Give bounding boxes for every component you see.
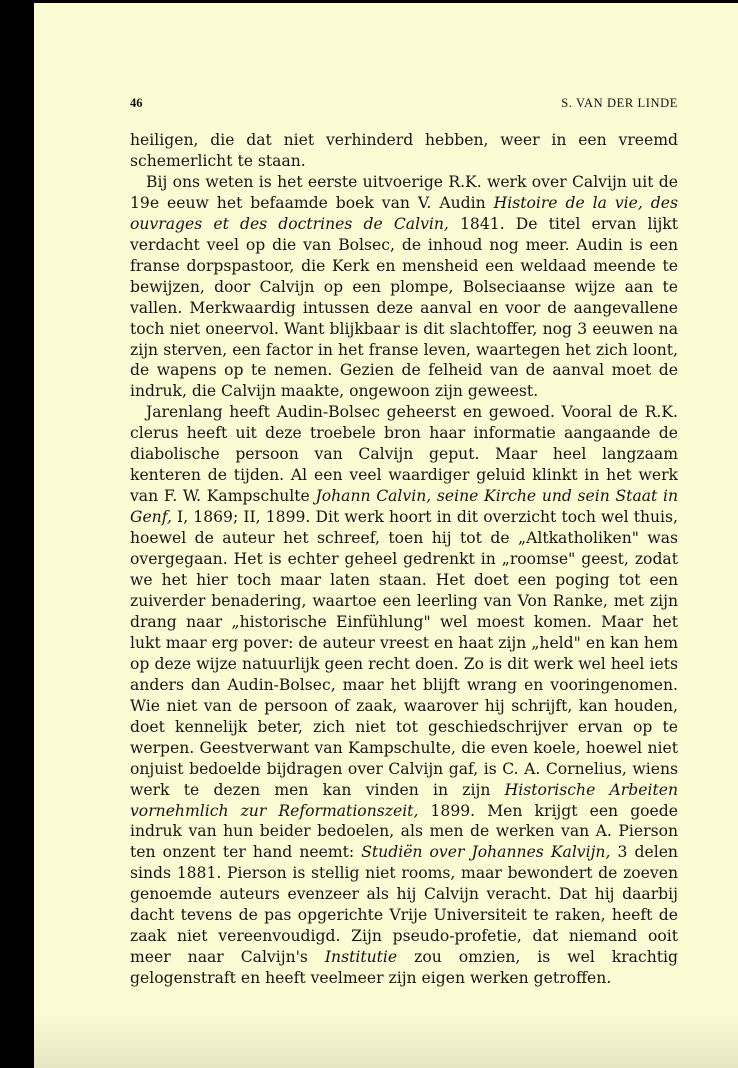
paragraph [130,172,678,402]
page-number: 46 [130,96,143,110]
book-page [34,0,738,1068]
paragraph [130,402,678,989]
text-run: 1899. Men krijgt een goede indruk van hun beider bedoelen, als men de werken van A. Pierson ten onzent ter hand neemt: [130,801,679,862]
text-run: Jarenlang heeft Audin-Bolsec geheerst en gewoed. Vooral de R.K. clerus heeft uit deze troebele bron haar informatie aangaande de diabolische persoon van Calvijn geput. Maar heel langzaam kenteren de tijden. Al een veel waardiger geluid klinkt in het werk van F. W. Kampschulte [130,403,678,506]
text-run: 3 delen sinds 1881. Pierson is stellig niet rooms, maar bewondert de zoeven genoemde auteurs evenzeer als hij Calvijn veracht. Dat hij daarbij dacht tevens de pas opgerichte Vrije Universiteit te raken, heeft de zaak niet vereenvoudigd. Zijn pseudo-profetie, dat niemand ooit meer naar Calvijn's [130,843,678,967]
text-run: 1841. De titel ervan lijkt verdacht veel op die van Bolsec, de inhoud nog meer. Audin is een franse dorpspastoor, die Kerk en mensheid een weldaad meende te bewijzen, door Calvijn op een plompe, Bolseciaanse wijze aan te vallen. Merkwaardig intussen deze aanval en voor de aangevallene toch niet oneervol. Want blijkbaar is dit slachtoffer, nog 3 eeuwen na zijn sterven, een factor in het franse leven, waartegen het zich loont, de wapens op te nemen. Gezien de felheid van de aanval moet de indruk, die Calvijn maakte, ongewoon zijn geweest. [130,214,678,401]
text-run: I, 1869; II, 1899. Dit werk hoort in dit overzicht toch wel thuis, hoewel de auteur het schreef, toen hij tot de „Altkatholiken" was overgegaan. Het is echter geheel gedrenkt in „roomse" geest, zodat we het hier toch maar laten staan. Het doet een poging tot een zuiverder benadering, waartoe een leerling van Von Ranke, met zijn drang naar „historische Einfühlung" wel moest komen. Maar het lukt maar erg pover: de auteur vreest en haat zijn „held" en kan hem op deze wijze natuurlijk geen recht doen. Zo is dit werk wel heel iets anders dan Audin-Bolsec, maar het blijft wrang en vooringenomen. Wie niet van de persoon of zaak, waarover hij schrijft, kan houden, doet kennelijk beter, zich niet tot geschiedschrijver ervan op te werpen. Geestverwant van Kampschulte, die even koele, hoewel niet onjuist bedoelde bijdragen over Calvijn gaf, is C. A. Cornelius, wiens werk te dezen men kan vinden in zijn [130,508,678,799]
text-run: zou omzien, is wel krachtig gelogenstraft en heeft veelmeer zijn eigen werken getroffen. [130,948,678,988]
text-run: heiligen, die dat niet verhinderd hebben, weer in een vreemd schemerlicht te staan. [130,131,678,170]
running-head: S. VAN DER LINDE [561,96,678,110]
italic-title: Histoire de la vie, des ouvrages et des doctrines de Calvin, [130,193,678,233]
page-header [130,96,678,114]
italic-title: Studiën over Johannes Kalvijn, [361,843,611,862]
italic-title: Johann Calvin, seine Kirche und sein Staat in Genf, [130,487,678,527]
body-text [130,130,678,989]
italic-title: Historische Arbeiten vornehmlich zur Reformationszeit, [130,780,678,820]
paragraph [130,130,678,172]
italic-title: Institutie [324,948,398,967]
text-run: Bij ons weten is het eerste uitvoerige R.K. werk over Calvijn uit de 19e eeuw het befaamde boek van V. Audin [130,172,678,212]
